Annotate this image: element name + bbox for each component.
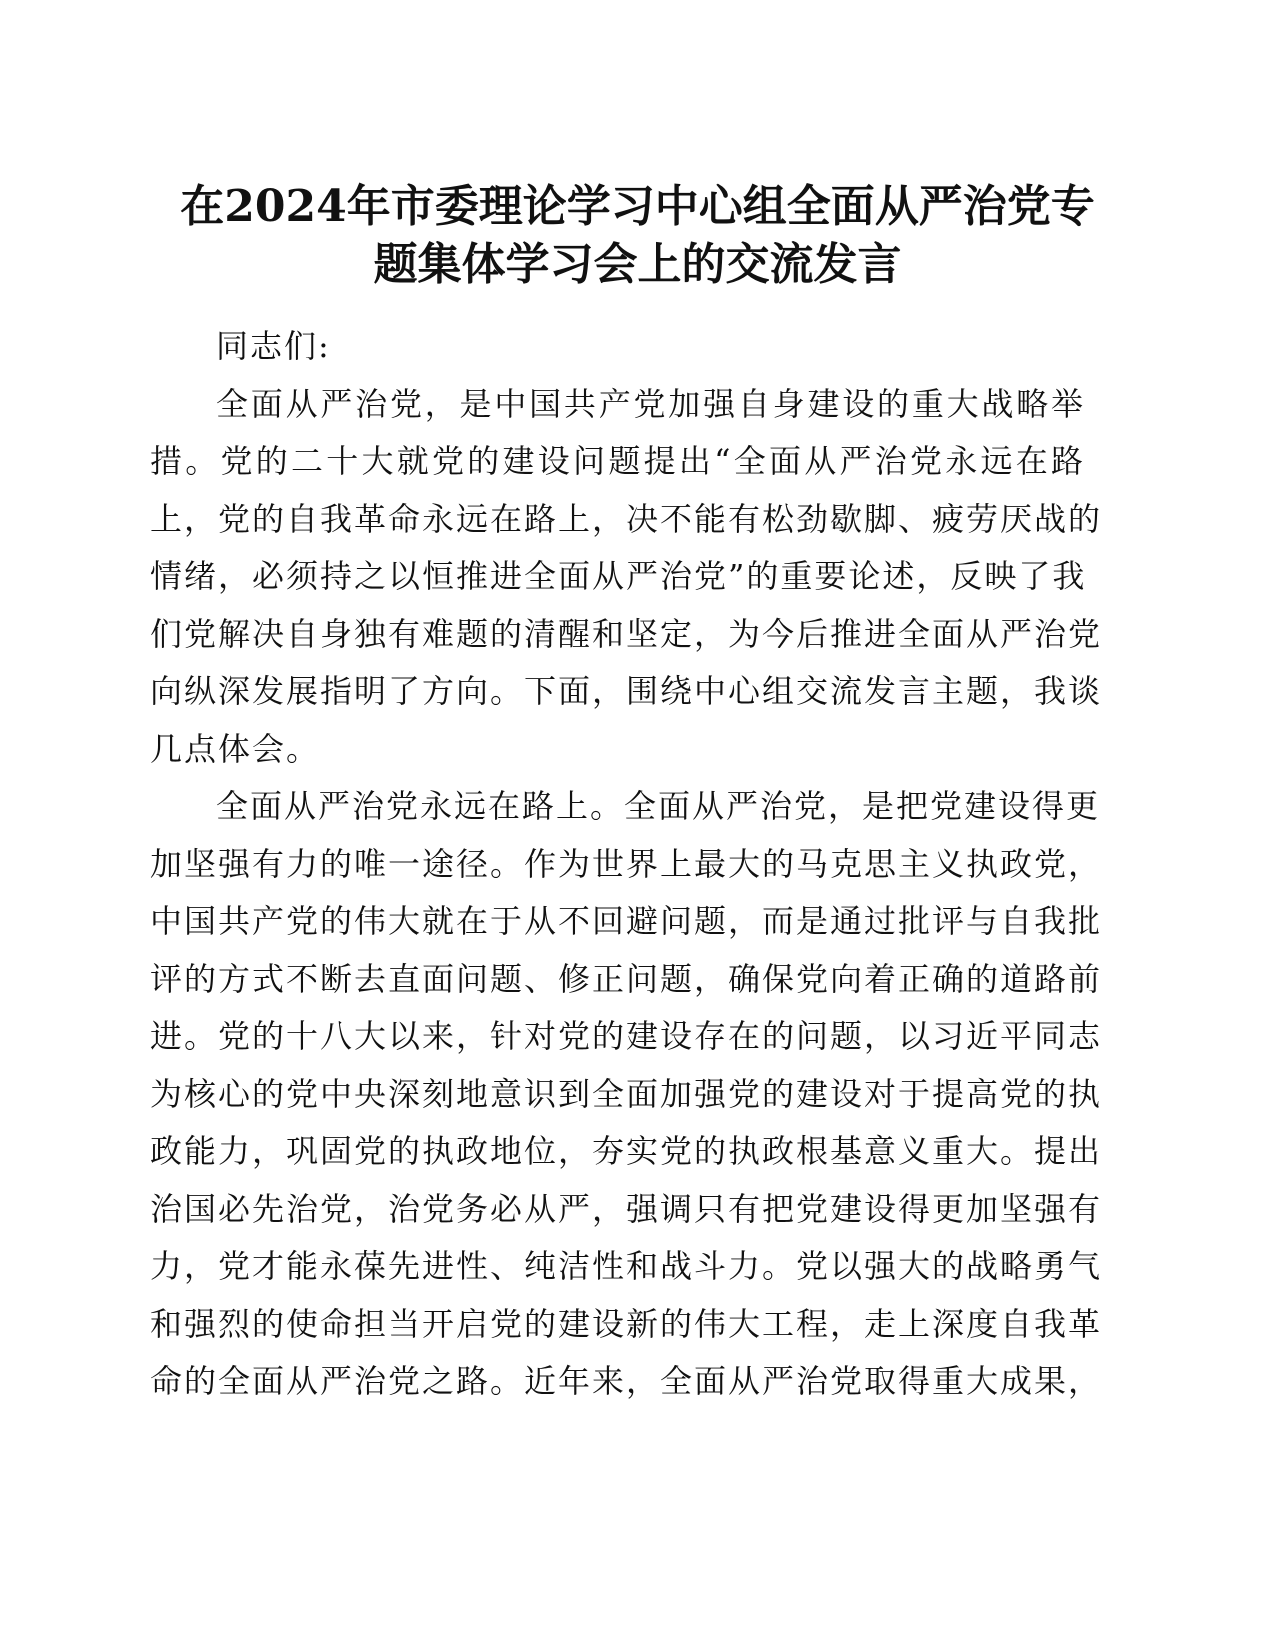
- paragraph-line: 和强烈的使命担当开启党的建设新的伟大工程，走上深度自我革: [150, 1304, 1103, 1343]
- paragraph-2: [150, 778, 1103, 1411]
- paragraph-line: 进。党的十八大以来，针对党的建设存在的问题，以习近平同志: [150, 1017, 1103, 1055]
- paragraph-line: 为核心的党中央深刻地意识到全面加强党的建设对于提高党的执: [150, 1074, 1103, 1113]
- salutation: 同志们:: [216, 327, 331, 365]
- paragraph-line: 全面从严治党，是中国共产党加强自身建设的重大战略举: [216, 384, 1085, 423]
- paragraph-line: 力，党才能永葆先进性、纯洁性和战斗力。党以强大的战略勇气: [150, 1247, 1103, 1285]
- title-line: 题集体学习会上的交流发言: [373, 239, 902, 290]
- paragraph-line: 上，党的自我革命永远在路上，决不能有松劲歇脚、疲劳厌战的: [150, 499, 1103, 538]
- paragraph-line: 们党解决自身独有难题的清醒和坚定，为今后推进全面从严治党: [150, 614, 1103, 653]
- document-title: [140, 178, 1135, 294]
- paragraph-line: 治国必先治党，治党务必从严，强调只有把党建设得更加坚强有: [150, 1189, 1103, 1228]
- paragraph-line: 命的全面从严治党之路。近年来，全面从严治党取得重大成果，: [150, 1362, 1103, 1400]
- paragraph-line: 全面从严治党永远在路上。全面从严治党，是把党建设得更: [216, 787, 1101, 825]
- paragraph-line: 中国共产党的伟大就在于从不回避问题，而是通过批评与自我批: [150, 902, 1103, 940]
- paragraph-line: 加坚强有力的唯一途径。作为世界上最大的马克思主义执政党，: [150, 844, 1103, 883]
- paragraph-line: 评的方式不断去直面问题、修正问题，确保党向着正确的道路前: [150, 959, 1103, 998]
- paragraph-line: 措。党的二十大就党的建设问题提出“全面从严治党永远在路: [150, 442, 1085, 480]
- paragraph-line: 向纵深发展指明了方向。下面，围绕中心组交流发言主题，我谈: [150, 672, 1103, 710]
- paragraph-line: 情绪，必须持之以恒推进全面从严治党”的重要论述，反映了我: [150, 557, 1087, 595]
- paragraph-1: [150, 376, 1103, 779]
- document-body: [150, 318, 1103, 1411]
- paragraph-line: 政能力，巩固党的执政地位，夯实党的执政根基意义重大。提出: [150, 1132, 1103, 1170]
- title-line: 在2024年市委理论学习中心组全面从严治党专: [180, 181, 1095, 232]
- paragraph-line: 几点体会。: [150, 729, 321, 768]
